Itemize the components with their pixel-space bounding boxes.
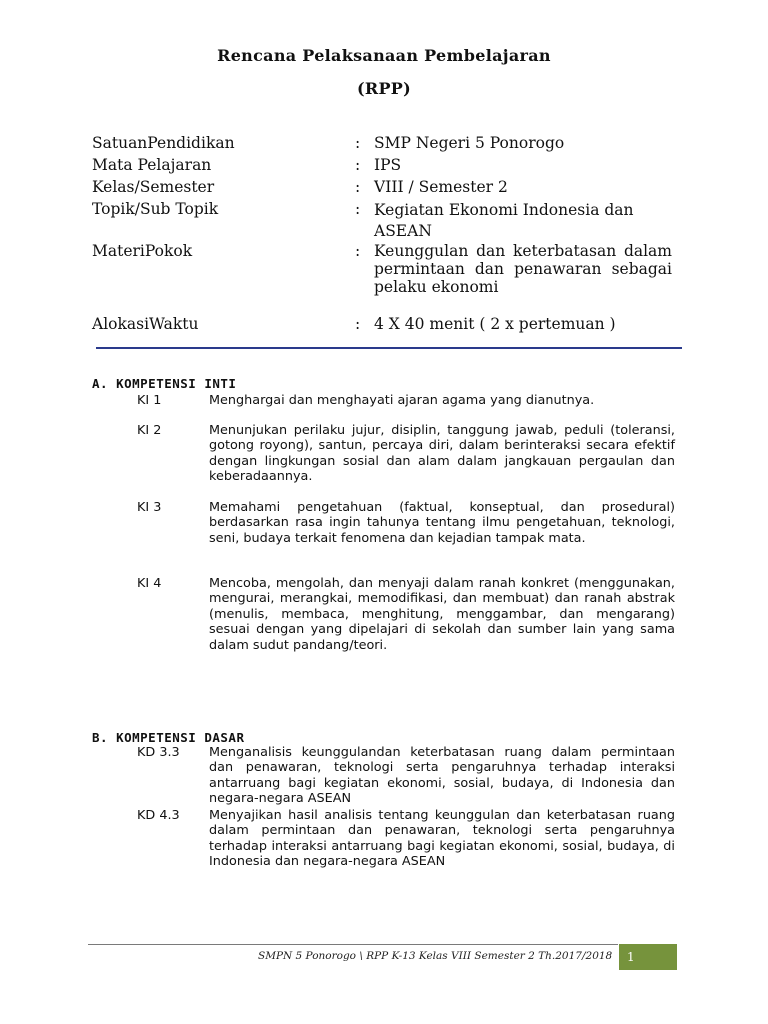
info-colon: : [355, 156, 361, 174]
info-label: Topik/Sub Topik [92, 200, 219, 218]
info-value: 4 X 40 menit ( 2 x pertemuan ) [374, 315, 616, 333]
info-row-kelas [92, 178, 677, 198]
info-label: SatuanPendidikan [92, 134, 235, 152]
page-number: 1 [627, 950, 635, 964]
item-text: Memahami pengetahuan (faktual, konseptual, dan prosedural) berdasarkan rasa ingin tahunya tentang ilmu pengetahuan, teknologi, seni, budaya terkait fenomena dan kejadian tampak mata. [209, 500, 675, 546]
item-text: Menganalisis keunggulandan keterbatasan ruang dalam permintaan dan penawaran, teknologi serta pengaruhnya terhadap interaksi antarruang bagi kegiatan ekonomi, sosial, budaya, di Indonesia dan negara-negara ASEAN [209, 745, 675, 807]
item-code: KD 3.3 [137, 745, 180, 760]
kd-item [137, 808, 677, 888]
ki-item [137, 500, 677, 564]
info-label: AlokasiWaktu [92, 315, 199, 333]
ki-item [137, 576, 677, 672]
info-value: Kegiatan Ekonomi Indonesia dan ASEAN [374, 201, 634, 240]
item-code: KI 3 [137, 500, 162, 515]
item-text: Menghargai dan menghayati ajaran agama yang dianutnya. [209, 393, 595, 408]
info-colon: : [355, 134, 361, 152]
document-title: Rencana Pelaksanaan Pembelajaran [217, 46, 551, 65]
info-value: IPS [374, 156, 402, 174]
page-number-box [619, 944, 677, 970]
info-value: SMP Negeri 5 Ponorogo [374, 134, 565, 152]
item-code: KI 4 [137, 576, 162, 591]
document-subtitle: (RPP) [357, 79, 411, 98]
info-label: Mata Pelajaran [92, 156, 212, 174]
info-value: VIII / Semester 2 [374, 178, 508, 196]
header-divider [96, 347, 682, 349]
info-row-satuan [92, 134, 677, 154]
info-row-topik [92, 200, 677, 240]
kd-item [137, 745, 677, 809]
info-colon: : [355, 315, 361, 333]
item-text: Menunjukan perilaku jujur, disiplin, tanggung jawab, peduli (toleransi, gotong royong), santun, percaya diri, dalam berinteraksi secara efektif dengan lingkungan sosial dan alam dalam jangkauan pergaulan dan keberadaannya. [209, 423, 675, 485]
info-label: MateriPokok [92, 242, 193, 260]
section-a-heading: A. KOMPETENSI INTI [92, 376, 237, 391]
info-value: Keunggulan dan keterbatasan dalam permintaan dan penawaran sebagai pelaku ekonomi [374, 242, 672, 296]
info-colon: : [355, 242, 361, 260]
info-row-alokasi [92, 315, 677, 335]
item-code: KI 2 [137, 423, 162, 438]
footer-text: SMPN 5 Ponorogo \ RPP K-13 Kelas VIII Semester 2 Th.2017/2018 [258, 950, 613, 962]
footer-divider [88, 944, 618, 945]
info-row-mapel [92, 156, 677, 176]
info-colon: : [355, 178, 361, 196]
item-code: KD 4.3 [137, 808, 180, 823]
item-code: KI 1 [137, 393, 162, 408]
item-text: Menyajikan hasil analisis tentang keunggulan dan keterbatasan ruang dalam permintaan dan penawaran, teknologi serta pengaruhnya terhadap interaksi antarruang bagi kegiatan ekonomi, sosial, budaya, di Indonesia dan negara-negara ASEAN [209, 808, 675, 870]
ki-item [137, 393, 677, 409]
info-label: Kelas/Semester [92, 178, 215, 196]
item-text: Mencoba, mengolah, dan menyaji dalam ranah konkret (menggunakan, mengurai, merangkai, memodifikasi, dan membuat) dan ranah abstrak (menulis, membaca, menghitung, menggambar, dan mengarang) sesuai dengan yang dipelajari di sekolah dan sumber lain yang sama dalam sudut pandang/teori. [209, 576, 675, 653]
info-colon: : [355, 200, 361, 218]
section-b-heading: B. KOMPETENSI DASAR [92, 730, 245, 745]
ki-item [137, 423, 677, 487]
info-row-materi [92, 242, 677, 314]
